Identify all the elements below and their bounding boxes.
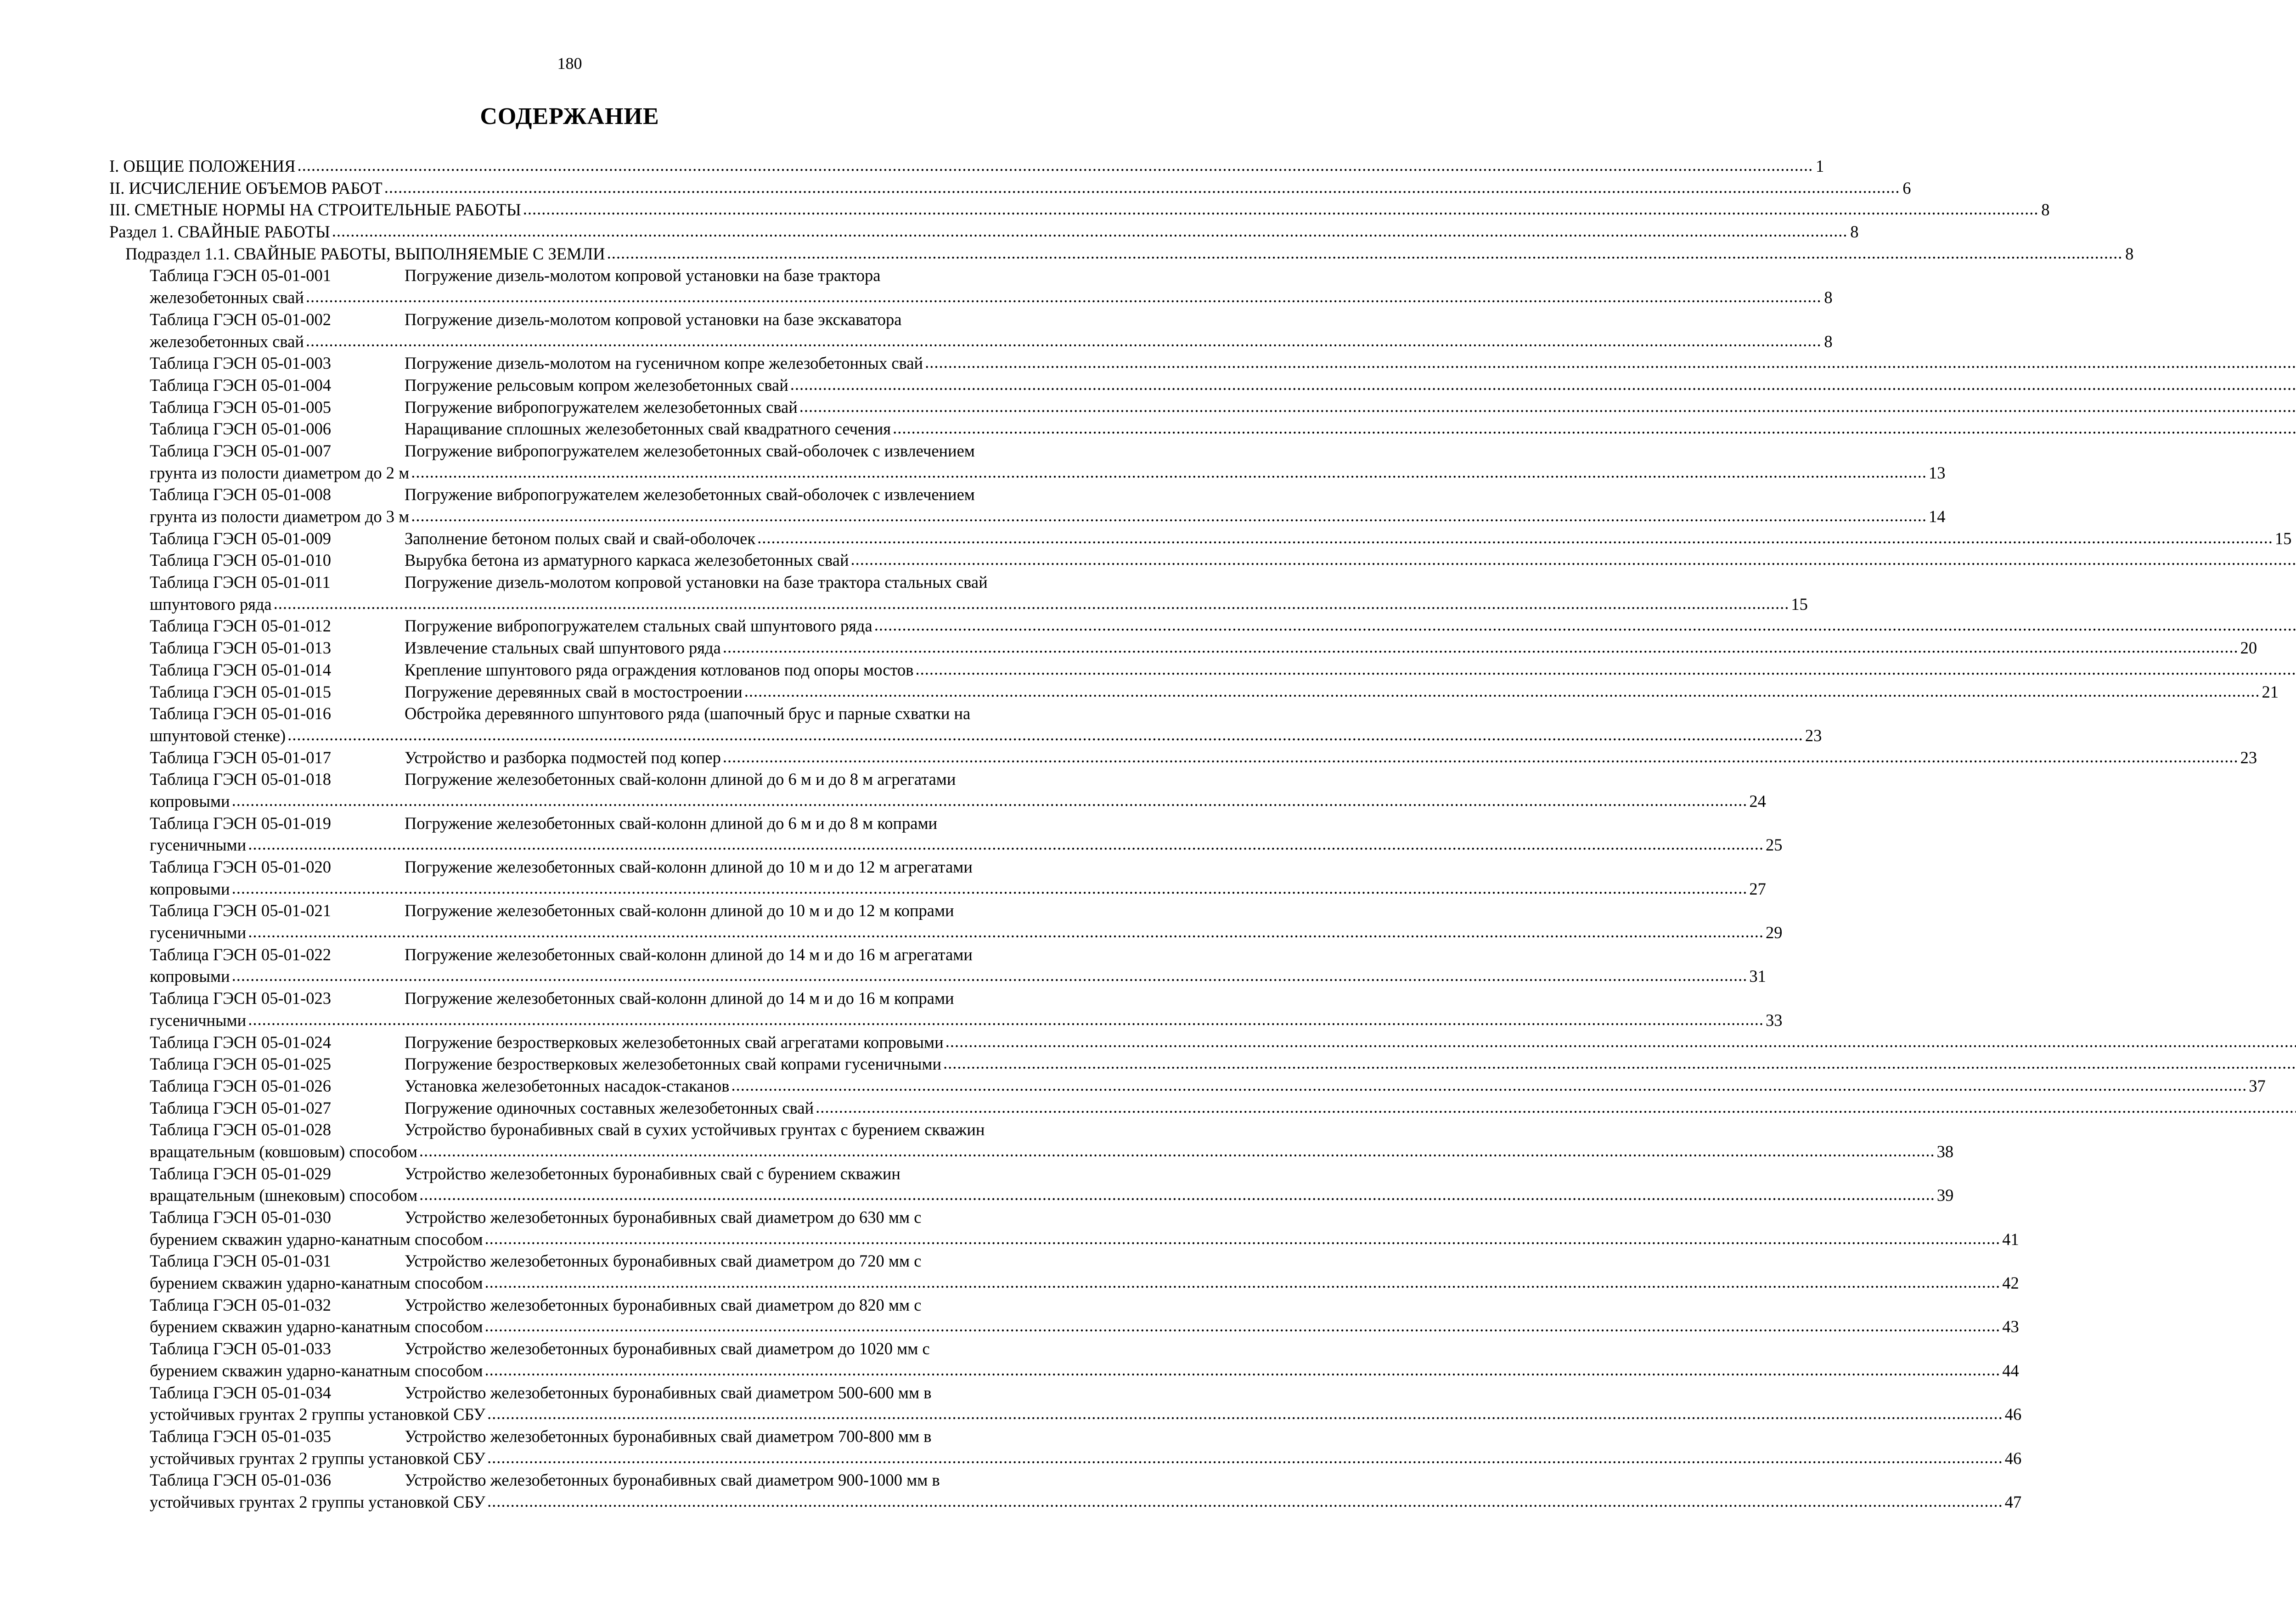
dot-leader (816, 1096, 2296, 1118)
toc-section-2[interactable] (109, 177, 1911, 199)
table-code: Таблица ГЭСН 05-01-015 (150, 682, 331, 701)
table-code: Таблица ГЭСН 05-01-018 (150, 770, 331, 789)
toc-page-number: 47 (2004, 1492, 2022, 1511)
toc-table-entry[interactable] (109, 440, 1946, 484)
table-title: Извлечение стальных свай шпунтового ряда (405, 638, 721, 658)
table-code: Таблица ГЭСН 05-01-019 (150, 813, 331, 833)
dot-leader (851, 548, 2296, 570)
table-code: Таблица ГЭСН 05-01-005 (150, 397, 331, 417)
table-title-continuation: шпунтового ряда (150, 594, 272, 614)
table-title: Погружение вибропогружателем железобетонных свай-оболочек с извлечением (405, 485, 975, 504)
dot-leader (411, 461, 1927, 483)
page-number: 180 (557, 54, 582, 73)
toc-page-number: 8 (1850, 222, 1859, 242)
dot-leader (874, 614, 2296, 636)
table-title: Устройство железобетонных буронабивных свай диаметром до 630 мм с (405, 1208, 922, 1227)
table-code: Таблица ГЭСН 05-01-002 (150, 310, 331, 329)
toc-entry-text: Раздел 1. СВАЙНЫЕ РАБОТЫ (109, 222, 330, 242)
table-code: Таблица ГЭСН 05-01-016 (150, 704, 331, 723)
table-title: Погружение железобетонных свай-колонн длиной до 10 м и до 12 м агрегатами (405, 857, 973, 876)
dot-leader (274, 592, 1790, 614)
toc-page-number: 8 (2041, 200, 2050, 220)
toc-page-number: 6 (1902, 178, 1911, 197)
table-title: Устройство и разборка подмостей под копер (405, 748, 721, 767)
toc-table-entry[interactable] (109, 396, 1069, 418)
table-title: Устройство железобетонных буронабивных свай диаметром 700-800 мм в (405, 1426, 932, 1446)
table-title: Устройство железобетонных буронабивных свай диаметром до 820 мм с (405, 1295, 922, 1314)
dot-leader (757, 527, 2273, 549)
page-title: СОДЕРЖАНИЕ (480, 103, 659, 130)
dot-leader (916, 658, 2296, 680)
table-code: Таблица ГЭСН 05-01-014 (150, 660, 331, 679)
toc-page-number: 15 (2274, 529, 2292, 548)
table-title: Погружение вибропогружателем железобетонных свай (405, 397, 798, 417)
table-code: Таблица ГЭСН 05-01-020 (150, 857, 331, 876)
toc-page-number: 46 (2004, 1405, 2022, 1424)
table-code: Таблица ГЭСН 05-01-032 (150, 1295, 331, 1314)
table-title: Устройство буронабивных свай в сухих устойчивых грунтах с бурением скважин (405, 1120, 985, 1139)
dot-leader (411, 505, 1927, 527)
dot-leader (893, 417, 2296, 439)
table-code: Таблица ГЭСН 05-01-025 (150, 1054, 331, 1074)
toc-table-entry[interactable] (109, 900, 1783, 943)
table-code: Таблица ГЭСН 05-01-017 (150, 748, 331, 767)
toc-entry-text: II. ИСЧИСЛЕНИЕ ОБЪЕМОВ РАБОТ (109, 178, 383, 197)
dot-leader (384, 176, 1900, 198)
dot-leader (287, 724, 1803, 746)
table-title: Обстройка деревянного шпунтового ряда (шапочный брус и парные схватки на (405, 704, 971, 723)
table-title: Крепление шпунтового ряда ограждения котлованов под опоры мостов (405, 660, 914, 679)
table-code: Таблица ГЭСН 05-01-007 (150, 441, 331, 460)
table-title: Устройство железобетонных буронабивных свай с бурением скважин (405, 1164, 900, 1183)
table-title: Погружение дизель-молотом копровой установки на базе экскаватора (405, 310, 902, 329)
table-title: Погружение дизель-молотом на гусеничном копре железобетонных свай (405, 354, 923, 373)
toc-table-entry[interactable] (109, 1075, 2266, 1097)
table-title-continuation: устойчивых грунтах 2 группы установкой СБУ (150, 1492, 486, 1511)
toc-entry-text: III. СМЕТНЫЕ НОРМЫ НА СТРОИТЕЛЬНЫЕ РАБОТЫ (109, 200, 521, 220)
table-title: Вырубка бетона из арматурного каркаса железобетонных свай (405, 551, 849, 570)
toc-table-entry[interactable] (109, 1119, 1954, 1162)
toc-table-entry[interactable] (109, 681, 2279, 703)
dot-leader (232, 789, 1748, 811)
table-code: Таблица ГЭСН 05-01-004 (150, 375, 331, 394)
toc-section-1[interactable] (109, 155, 1824, 177)
toc-table-entry[interactable] (109, 1097, 1069, 1119)
toc-table-entry[interactable] (109, 549, 1069, 571)
table-code: Таблица ГЭСН 05-01-009 (150, 529, 331, 548)
table-code: Таблица ГЭСН 05-01-031 (150, 1251, 331, 1271)
table-title-continuation: бурением скважин ударно-канатным способом (150, 1229, 483, 1249)
table-code: Таблица ГЭСН 05-01-008 (150, 485, 331, 504)
table-title: Установка железобетонных насадок-стаканов (405, 1076, 730, 1095)
toc-table-entry[interactable] (109, 637, 2257, 659)
table-title-continuation: бурением скважин ударно-канатным способом (150, 1361, 483, 1380)
dot-leader (248, 921, 1764, 943)
dot-leader (723, 636, 2239, 658)
dot-leader (419, 1140, 1935, 1162)
toc-page-number: 41 (2002, 1229, 2019, 1249)
table-title-continuation: железобетонных свай (150, 332, 304, 351)
dot-leader (607, 242, 2123, 264)
table-code: Таблица ГЭСН 05-01-027 (150, 1098, 331, 1117)
dot-leader (306, 286, 1822, 308)
toc-table-entry[interactable] (109, 528, 2292, 550)
dot-leader (485, 1271, 2001, 1293)
toc-table-entry[interactable] (109, 1425, 2022, 1469)
table-title-continuation: грунта из полости диаметром до 3 м (150, 507, 410, 526)
toc-table-entry[interactable] (109, 747, 2257, 769)
dot-leader (332, 220, 1848, 242)
toc-table-entry[interactable] (109, 703, 1822, 746)
toc-section-4[interactable] (109, 221, 1859, 243)
toc-page-number: 38 (1936, 1142, 1954, 1161)
dot-leader (248, 833, 1764, 855)
table-code: Таблица ГЭСН 05-01-035 (150, 1426, 331, 1446)
table-code: Таблица ГЭСН 05-01-003 (150, 354, 331, 373)
dot-leader (790, 373, 2296, 395)
table-title: Погружение железобетонных свай-колонн длиной до 10 м и до 12 м копрами (405, 901, 954, 920)
toc-table-entry[interactable] (109, 615, 1069, 637)
toc-table-entry[interactable] (109, 659, 1069, 681)
table-title-continuation: устойчивых грунтах 2 группы установкой СБУ (150, 1448, 486, 1468)
dot-leader (485, 1359, 2001, 1381)
table-code: Таблица ГЭСН 05-01-022 (150, 945, 331, 964)
toc-page-number: 43 (2002, 1317, 2019, 1336)
toc-page-number: 13 (1929, 463, 1946, 482)
toc-table-entry[interactable] (109, 374, 1069, 396)
table-title-continuation: железобетонных свай (150, 288, 304, 307)
toc-table-entry[interactable] (109, 1469, 2022, 1513)
table-code: Таблица ГЭСН 05-01-006 (150, 419, 331, 439)
table-title: Погружение вибропогружателем стальных свай шпунтового ряда (405, 616, 872, 636)
table-code: Таблица ГЭСН 05-01-029 (150, 1164, 331, 1183)
table-title: Погружение железобетонных свай-колонн длиной до 14 м и до 16 м копрами (405, 989, 954, 1008)
toc-table-entry[interactable] (109, 571, 1808, 615)
table-title: Погружение вибропогружателем железобетонных свай-оболочек с извлечением (405, 441, 975, 460)
table-title: Погружение дизель-молотом копровой установки на базе трактора стальных свай (405, 573, 988, 592)
table-code: Таблица ГЭСН 05-01-010 (150, 551, 331, 570)
toc-table-entry[interactable] (109, 1338, 2019, 1381)
table-title-continuation: вращательным (ковшовым) способом (150, 1142, 417, 1161)
dot-leader (485, 1315, 2001, 1337)
toc-section-3[interactable] (109, 199, 2050, 221)
toc-table-entry[interactable] (109, 1206, 2019, 1250)
table-title: Погружение дизель-молотом копровой установки на базе трактора (405, 266, 881, 285)
table-code: Таблица ГЭСН 05-01-021 (150, 901, 331, 920)
toc-table-entry[interactable] (109, 484, 1946, 527)
dot-leader (487, 1403, 2003, 1425)
toc-page-number: 27 (1749, 879, 1766, 898)
table-code: Таблица ГЭСН 05-01-024 (150, 1032, 331, 1052)
toc-page-number: 42 (2002, 1273, 2019, 1293)
table-title: Погружение железобетонных свай-колонн длиной до 6 м и до 8 м копрами (405, 813, 938, 833)
table-title-continuation: шпунтовой стенке) (150, 726, 286, 745)
toc-table-entry[interactable] (109, 309, 1833, 352)
table-code: Таблица ГЭСН 05-01-028 (150, 1120, 331, 1139)
toc-table-entry[interactable] (109, 1250, 2019, 1294)
table-title: Устройство железобетонных буронабивных свай диаметром 500-600 мм в (405, 1383, 932, 1402)
table-code: Таблица ГЭСН 05-01-033 (150, 1339, 331, 1358)
toc-page-number: 46 (2004, 1448, 2022, 1468)
dot-leader (306, 330, 1822, 352)
toc-page-number: 8 (1824, 332, 1833, 351)
table-title-continuation: вращательным (шнековым) способом (150, 1186, 418, 1205)
table-title-continuation: бурением скважин ударно-канатным способом (150, 1273, 483, 1293)
table-title-continuation: копровыми (150, 879, 230, 898)
table-title-continuation: копровыми (150, 791, 230, 811)
toc-page-number: 14 (1929, 507, 1946, 526)
toc-entry-text: I. ОБЩИЕ ПОЛОЖЕНИЯ (109, 157, 296, 175)
table-title-continuation: устойчивых грунтах 2 группы установкой СБУ (150, 1405, 486, 1424)
toc-page-number: 25 (1765, 835, 1783, 855)
table-code: Таблица ГЭСН 05-01-012 (150, 616, 331, 636)
toc-table-entry[interactable] (109, 418, 1069, 440)
dot-leader (232, 877, 1748, 899)
toc-table-entry[interactable] (109, 1053, 1069, 1075)
dot-leader (419, 1183, 1935, 1205)
table-title-continuation: копровыми (150, 967, 230, 986)
toc-table-entry[interactable] (109, 352, 1069, 374)
toc-table-entry[interactable] (109, 812, 1783, 856)
dot-leader (298, 154, 1813, 176)
table-title: Устройство железобетонных буронабивных свай диаметром до 720 мм с (405, 1251, 922, 1271)
dot-leader (523, 198, 2039, 220)
table-code: Таблица ГЭСН 05-01-034 (150, 1383, 331, 1402)
table-of-contents (109, 155, 2292, 1513)
toc-table-entry[interactable] (109, 768, 1766, 812)
toc-page-number: 23 (1805, 726, 1822, 745)
toc-table-entry[interactable] (109, 265, 1833, 308)
table-title: Заполнение бетоном полых свай и свай-оболочек (405, 529, 756, 548)
toc-page-number: 1 (1816, 157, 1824, 175)
toc-subsection[interactable] (109, 243, 2134, 265)
dot-leader (232, 964, 1748, 986)
toc-page-number: 44 (2002, 1361, 2019, 1380)
toc-page-number: 29 (1765, 923, 1783, 942)
toc-page-number: 23 (2240, 748, 2257, 767)
table-title: Погружение деревянных свай в мостостроении (405, 682, 743, 701)
table-code: Таблица ГЭСН 05-01-030 (150, 1208, 331, 1227)
toc-table-entry[interactable] (109, 1163, 1954, 1206)
table-title: Устройство железобетонных буронабивных свай диаметром до 1020 мм с (405, 1339, 930, 1358)
table-title-continuation: гусеничными (150, 1010, 247, 1030)
table-code: Таблица ГЭСН 05-01-036 (150, 1470, 331, 1490)
toc-page-number: 24 (1749, 791, 1766, 811)
table-code: Таблица ГЭСН 05-01-026 (150, 1076, 331, 1095)
toc-page-number: 33 (1765, 1010, 1783, 1030)
toc-page-number: 15 (1791, 594, 1808, 614)
dot-leader (487, 1447, 2003, 1469)
toc-page-number: 37 (2249, 1076, 2266, 1095)
toc-page-number: 21 (2262, 682, 2279, 701)
dot-leader (723, 746, 2239, 768)
toc-table-entry[interactable] (109, 987, 1783, 1031)
toc-entry-text: Подраздел 1.1. СВАЙНЫЕ РАБОТЫ, ВЫПОЛНЯЕМЫЕ С ЗЕМЛИ (125, 244, 605, 263)
table-code: Таблица ГЭСН 05-01-013 (150, 638, 331, 658)
dot-leader (487, 1490, 2003, 1512)
dot-leader (248, 1008, 1764, 1031)
toc-table-entry[interactable] (109, 856, 1766, 900)
table-title: Погружение одиночных составных железобетонных свай (405, 1098, 814, 1117)
toc-page-number: 31 (1749, 967, 1766, 986)
toc-table-entry[interactable] (109, 1382, 2022, 1425)
toc-page-number: 8 (2125, 244, 2134, 263)
table-code: Таблица ГЭСН 05-01-023 (150, 989, 331, 1008)
toc-page-number: 8 (1824, 288, 1833, 307)
dot-leader (732, 1074, 2247, 1096)
table-title: Погружение безростверковых железобетонных свай агрегатами копровыми (405, 1032, 944, 1052)
toc-table-entry[interactable] (109, 1031, 1069, 1053)
table-title-continuation: бурением скважин ударно-канатным способом (150, 1317, 483, 1336)
toc-page-number: 20 (2240, 638, 2257, 658)
table-title: Погружение железобетонных свай-колонн длиной до 6 м и до 8 м агрегатами (405, 770, 956, 789)
dot-leader (799, 395, 2296, 417)
toc-table-entry[interactable] (109, 1294, 2019, 1338)
dot-leader (925, 351, 2296, 373)
table-title: Погружение рельсовым копром железобетонных свай (405, 375, 788, 394)
table-title-continuation: грунта из полости диаметром до 2 м (150, 463, 410, 482)
dot-leader (945, 1031, 2296, 1053)
toc-table-entry[interactable] (109, 944, 1766, 987)
table-code: Таблица ГЭСН 05-01-011 (150, 573, 331, 592)
dot-leader (943, 1052, 2296, 1074)
table-title: Погружение железобетонных свай-колонн длиной до 14 м и до 16 м агрегатами (405, 945, 973, 964)
table-title: Погружение безростверковых железобетонных свай копрами гусеничными (405, 1054, 941, 1074)
table-title-continuation: гусеничными (150, 923, 247, 942)
table-title: Устройство железобетонных буронабивных свай диаметром 900-1000 мм в (405, 1470, 940, 1490)
table-code: Таблица ГЭСН 05-01-001 (150, 266, 331, 285)
dot-leader (485, 1228, 2001, 1250)
dot-leader (744, 680, 2260, 702)
toc-page-number: 39 (1936, 1186, 1954, 1205)
table-title-continuation: гусеничными (150, 835, 247, 855)
table-title: Наращивание сплошных железобетонных свай квадратного сечения (405, 419, 891, 439)
